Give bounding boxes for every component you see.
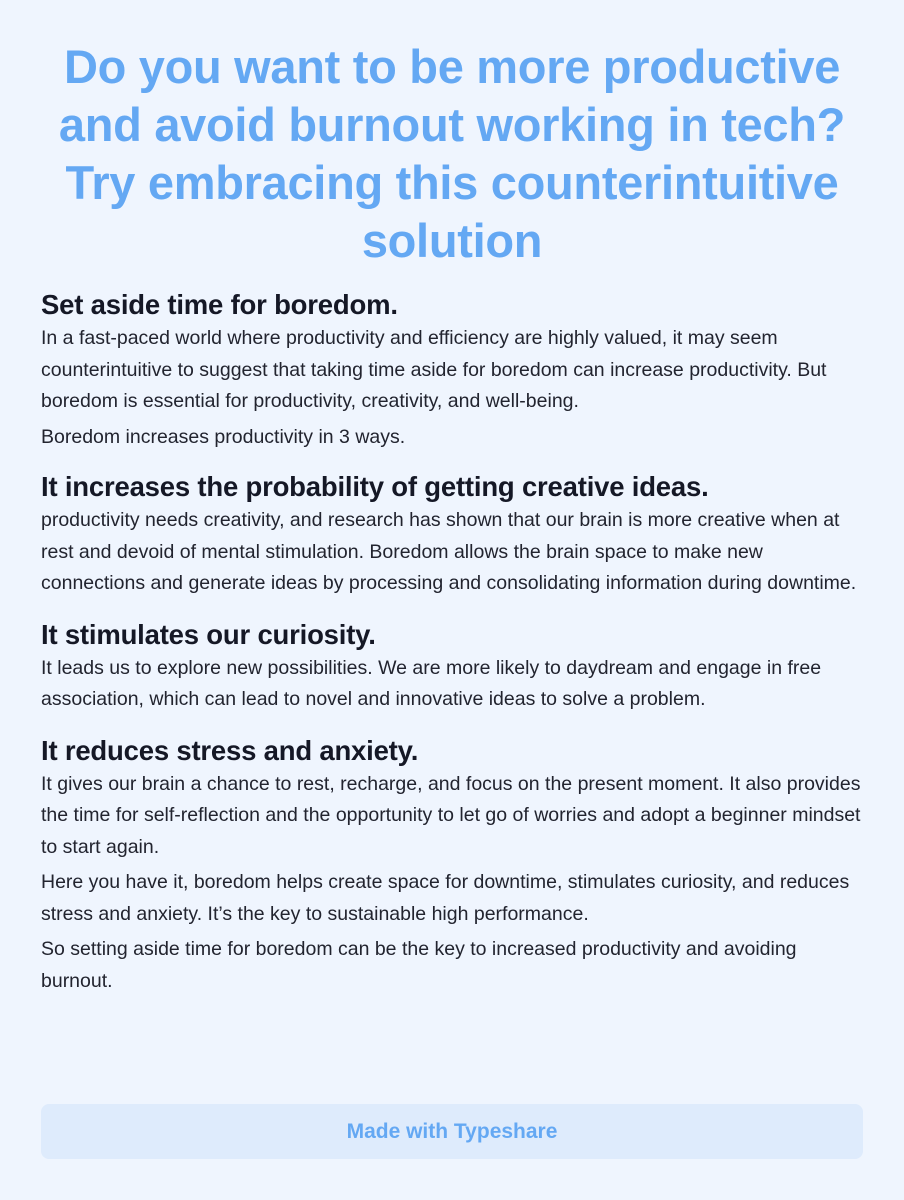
paragraph: It leads us to explore new possibilities. We are more likely to daydream and engage in free association, which can lead to novel and innovative ideas to solve a problem. (41, 656, 822, 710)
paragraph: Here you have it, boredom helps create space for downtime, stimulates curiosity, and reduces stress and anxiety. It’s the key to sustainable high performance. (41, 871, 850, 925)
footer-label: Made with Typeshare (346, 1119, 558, 1143)
article (41, 38, 863, 997)
paragraph: Boredom increases productivity in 3 ways. (41, 425, 406, 448)
section-heading-boredom: Set aside time for boredom. (41, 289, 398, 320)
paragraph: It gives our brain a chance to rest, recharge, and focus on the present moment. It also provides the time for self-reflection and the opportunity to let go of worries and adopt a beginner mindset to start again. (41, 772, 861, 858)
section-heading-creative-ideas: It increases the probability of getting creative ideas. (41, 471, 709, 502)
section-heading-curiosity: It stimulates our curiosity. (41, 618, 376, 650)
page-title: Do you want to be more productive and avoid burnout working in tech? Try embracing this counterintuitive solution (58, 40, 846, 267)
paragraph: In a fast-paced world where productivity and efficiency are highly valued, it may seem counterintuitive to suggest that taking time aside for boredom can increase productivity. But boredom is essential for productivity, creativity, and well-being. (41, 327, 827, 412)
made-with-typeshare-banner[interactable] (41, 1104, 863, 1159)
paragraph: So setting aside time for boredom can be the key to increased productivity and avoiding burnout. (41, 938, 797, 992)
section-heading-stress: It reduces stress and anxiety. (41, 734, 419, 766)
paragraph: productivity needs creativity, and research has shown that our brain is more creative when at rest and devoid of mental stimulation. Boredom allows the brain space to make new connections and generate ideas by processing and consolidating information during downtime. (41, 509, 857, 594)
